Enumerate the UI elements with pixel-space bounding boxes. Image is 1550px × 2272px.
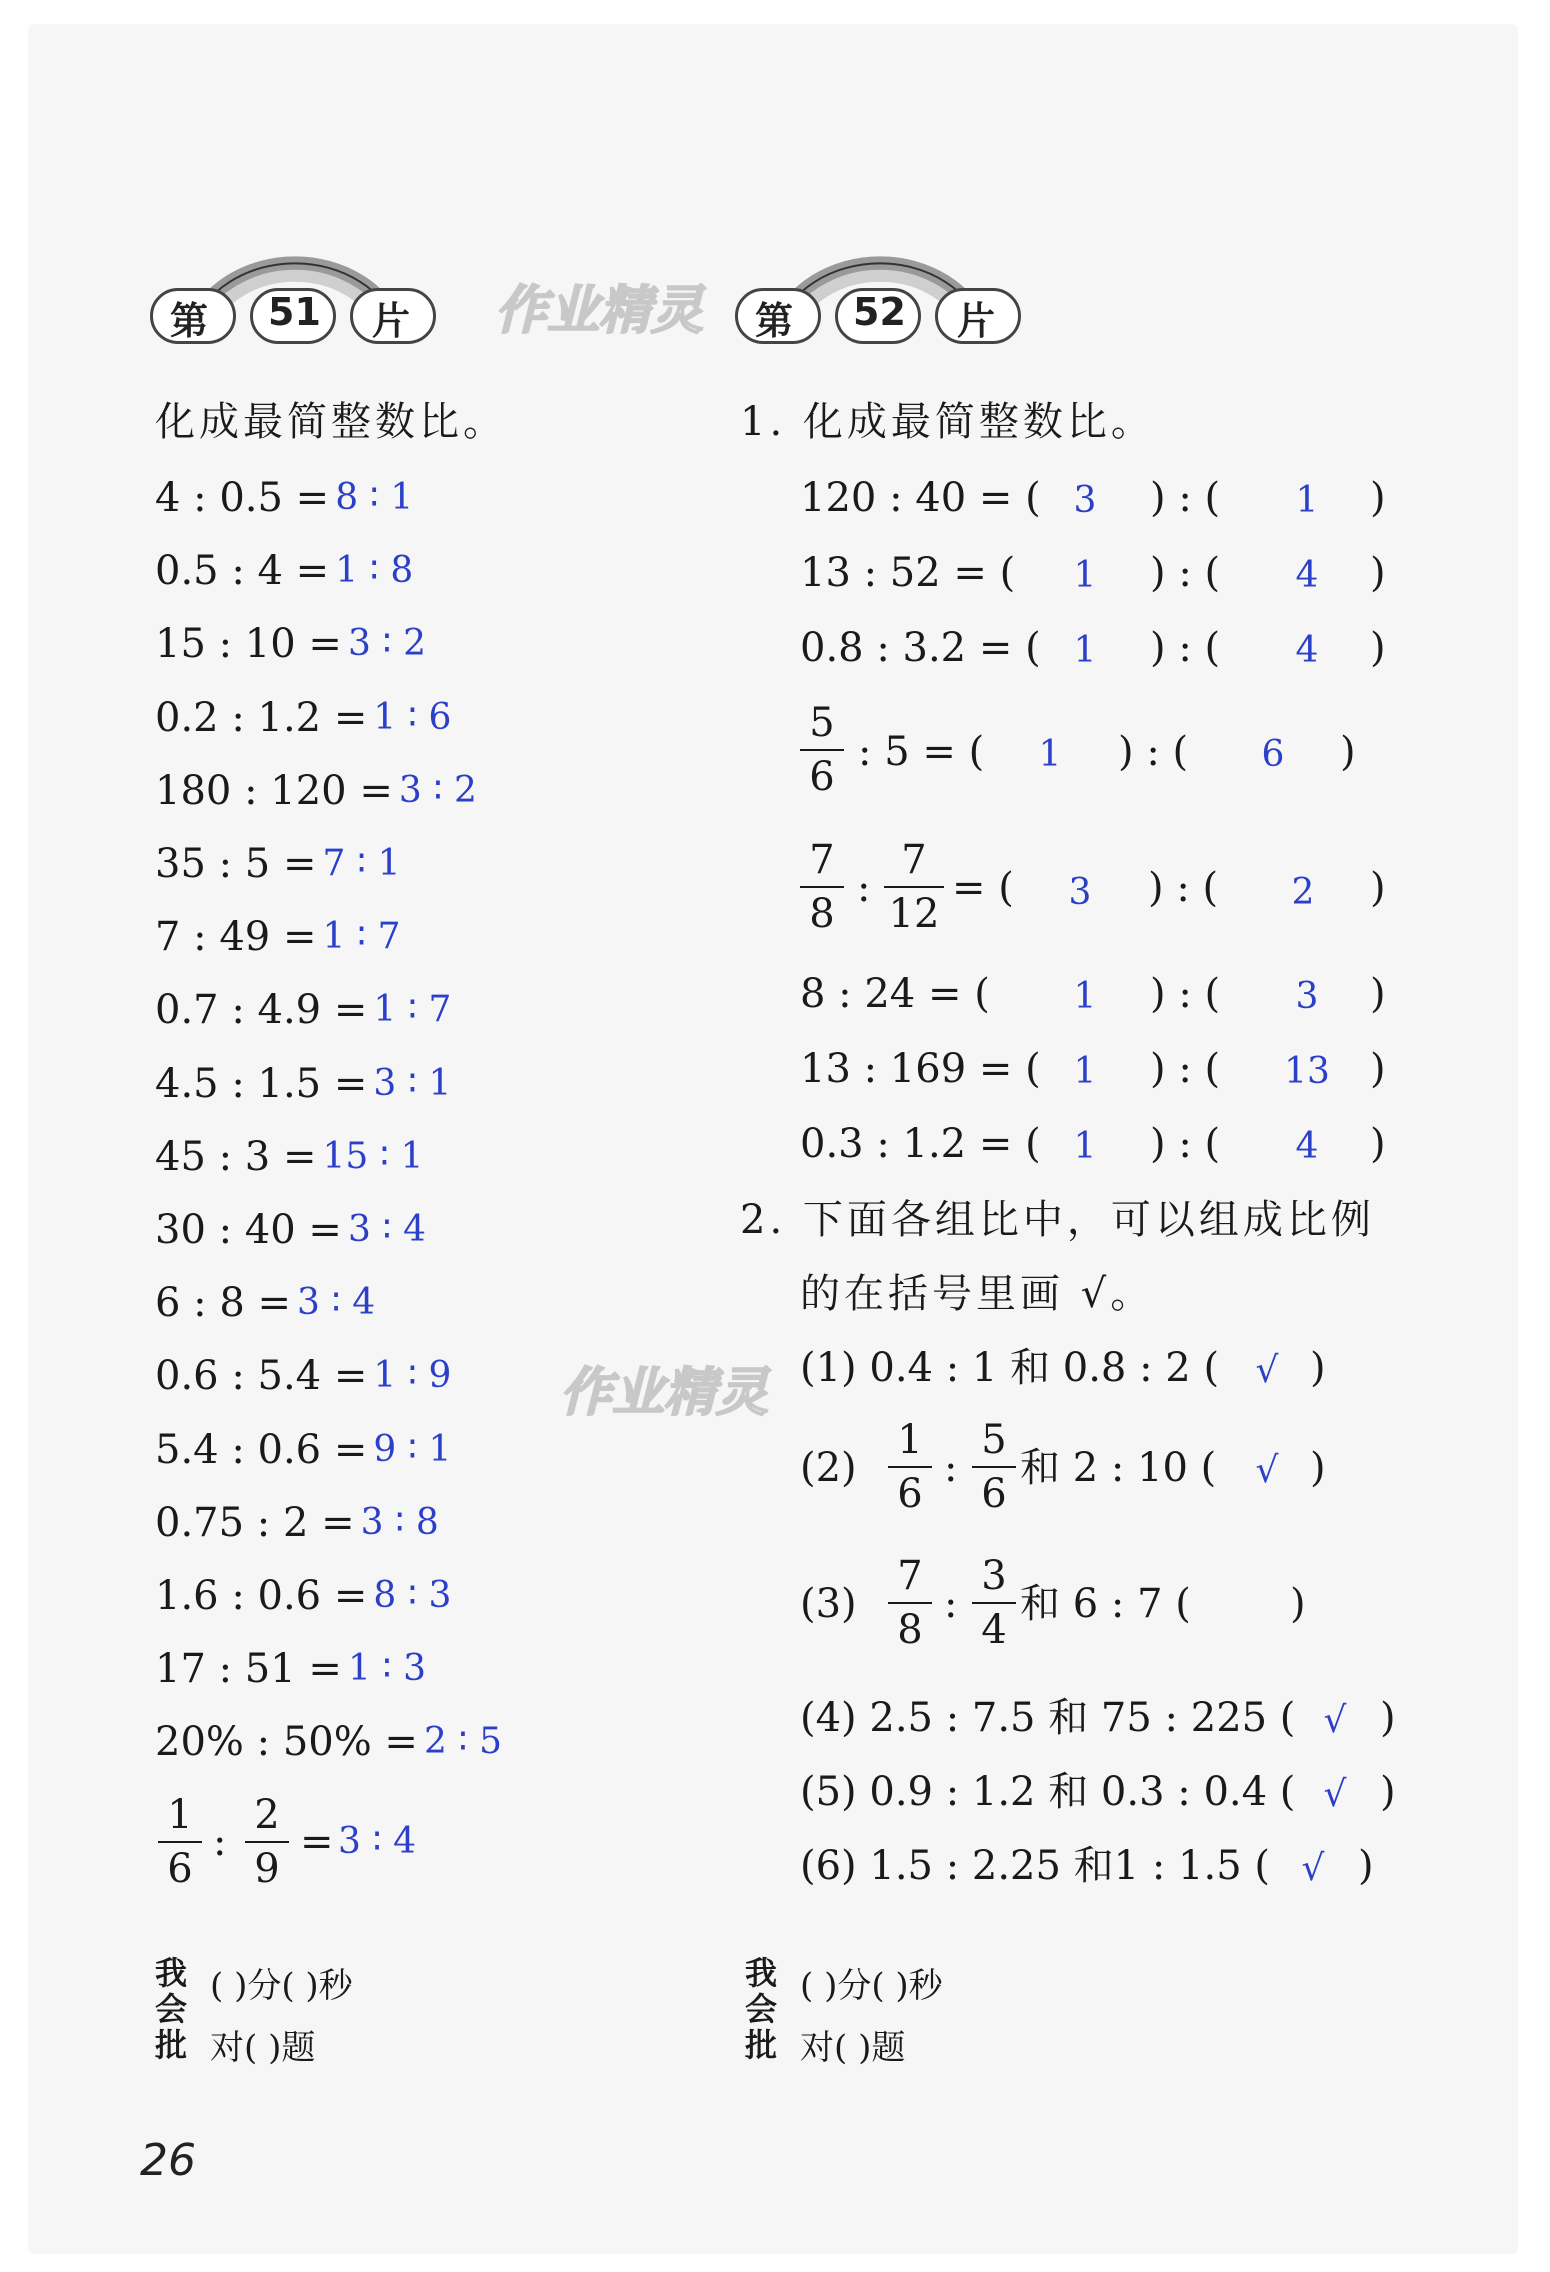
ratio-question: 1.6 : 0.6 = bbox=[155, 1573, 368, 1619]
handwritten-answer: 1 bbox=[1073, 1051, 1097, 1092]
equation-text: ) : ( bbox=[1150, 475, 1221, 521]
fraction: 5 6 bbox=[800, 703, 844, 797]
equation-text: ) : ( bbox=[1118, 729, 1189, 775]
q2-item-text: (6) 1.5 : 2.25 和1 : 1.5 ( bbox=[800, 1843, 1270, 1889]
handwritten-answer: 3 ∶ 1 bbox=[373, 1063, 452, 1104]
equation-text: 120 : 40 = ( bbox=[800, 475, 1041, 521]
equation-text: ) : ( bbox=[1150, 625, 1221, 671]
check-mark: √ bbox=[1323, 1700, 1347, 1741]
handwritten-answer: 2 ∶ 5 bbox=[423, 1721, 503, 1762]
equation-text: ) bbox=[1370, 475, 1386, 521]
watermark: 作业精灵 bbox=[560, 1363, 769, 1423]
review-label: 我 会 批 bbox=[745, 1954, 778, 2064]
handwritten-answer: 8 ∶ 1 bbox=[335, 477, 414, 518]
q2-item-text: ) bbox=[1290, 1581, 1306, 1627]
handwritten-answer: 7 ∶ 1 bbox=[322, 843, 401, 884]
equation-text: ) bbox=[1370, 550, 1386, 596]
ratio-question: 0.5 : 4 = bbox=[155, 548, 330, 594]
time-field: ( )分( )秒 bbox=[210, 1966, 353, 2006]
handwritten-answer: 3 ∶ 8 bbox=[360, 1502, 439, 1543]
handwritten-answer: 1 bbox=[1073, 555, 1097, 596]
equation-text: ) : ( bbox=[1150, 1121, 1221, 1167]
q2-item-label: (3) bbox=[800, 1581, 857, 1627]
equation-text: ) bbox=[1370, 1046, 1386, 1092]
review-label: 我 会 批 bbox=[155, 1954, 188, 2064]
handwritten-answer: 4 bbox=[1295, 555, 1319, 596]
equation-text: = ( bbox=[952, 865, 1014, 911]
badge-label: 第 bbox=[170, 299, 209, 343]
badge-right bbox=[735, 220, 1015, 350]
handwritten-answer: 3 bbox=[1073, 480, 1097, 521]
q2-item-text: (4) 2.5 : 7.5 和 75 : 225 ( bbox=[800, 1695, 1296, 1741]
equation-text: ) bbox=[1370, 625, 1386, 671]
equation-text: ) bbox=[1370, 971, 1386, 1017]
equation-text: ) : ( bbox=[1150, 1046, 1221, 1092]
ratio-sign: : bbox=[944, 1445, 958, 1491]
ratio-question: 35 : 5 = bbox=[155, 841, 317, 887]
time-field: ( )分( )秒 bbox=[800, 1966, 943, 2006]
equation-text: 13 : 169 = ( bbox=[800, 1046, 1041, 1092]
handwritten-answer: 3 bbox=[1295, 976, 1319, 1017]
ratio-question: 4 : 0.5 = bbox=[155, 475, 330, 521]
equation-text: 0.3 : 1.2 = ( bbox=[800, 1121, 1041, 1167]
fraction: 5 6 bbox=[972, 1420, 1016, 1514]
equation-text: ) : ( bbox=[1150, 971, 1221, 1017]
ratio-question: 45 : 3 = bbox=[155, 1134, 317, 1180]
handwritten-answer: 1 bbox=[1073, 976, 1097, 1017]
equation-text: ) bbox=[1370, 1121, 1386, 1167]
q2-item-label: (2) bbox=[800, 1445, 857, 1491]
ratio-sign: : bbox=[857, 865, 871, 911]
equation-text: : 5 = ( bbox=[858, 729, 985, 775]
handwritten-answer: 3 bbox=[1068, 872, 1092, 913]
ratio-question: 180 : 120 = bbox=[155, 768, 393, 814]
q2-item-text: (5) 0.9 : 1.2 和 0.3 : 0.4 ( bbox=[800, 1769, 1296, 1815]
ratio-question: 20% : 50% = bbox=[155, 1719, 418, 1765]
ratio-question: 6 : 8 = bbox=[155, 1280, 292, 1326]
handwritten-answer: 3 ∶ 2 bbox=[398, 770, 477, 811]
handwritten-answer: 4 bbox=[1295, 630, 1319, 671]
q2-item-text: ) bbox=[1380, 1769, 1396, 1815]
equation-text: ) : ( bbox=[1150, 550, 1221, 596]
ratio-question: 17 : 51 = bbox=[155, 1646, 342, 1692]
handwritten-answer: 15 ∶ 1 bbox=[322, 1136, 424, 1177]
q2-item-text: 和 2 : 10 ( bbox=[1020, 1445, 1217, 1491]
q2-item-text: 和 6 : 7 ( bbox=[1020, 1581, 1191, 1627]
equation-text: ) bbox=[1370, 865, 1386, 911]
handwritten-answer: 3 ∶ 4 bbox=[347, 1209, 427, 1250]
q2-item-text: ) bbox=[1310, 1445, 1326, 1491]
check-mark: √ bbox=[1323, 1774, 1347, 1815]
handwritten-answer: 3 ∶ 2 bbox=[347, 623, 427, 664]
ratio-sign: : bbox=[944, 1581, 958, 1627]
badge-label: 第 bbox=[755, 299, 794, 343]
q2-item-text: (1) 0.4 : 1 和 0.8 : 2 ( bbox=[800, 1345, 1220, 1391]
score-field: 对( )题 bbox=[210, 2028, 316, 2068]
badge-label: 片 bbox=[957, 299, 996, 343]
equation-text: 13 : 52 = ( bbox=[800, 550, 1016, 596]
handwritten-answer: 8 ∶ 3 bbox=[373, 1575, 452, 1616]
score-field: 对( )题 bbox=[800, 2028, 906, 2068]
fraction: 1 6 bbox=[158, 1795, 202, 1889]
handwritten-answer: 3 ∶ 4 bbox=[297, 1282, 376, 1323]
q1-title: 1. 化成最简整数比。 bbox=[740, 399, 1155, 445]
fraction: 2 9 bbox=[245, 1795, 289, 1889]
ratio-question: 0.2 : 1.2 = bbox=[155, 695, 368, 741]
handwritten-answer: 3 ∶ 4 bbox=[338, 1821, 417, 1862]
handwritten-answer: 9 ∶ 1 bbox=[373, 1429, 452, 1470]
ratio-question: 15 : 10 = bbox=[155, 621, 342, 667]
handwritten-answer: 1 ∶ 7 bbox=[322, 916, 401, 957]
fraction: 7 8 bbox=[888, 1556, 932, 1650]
equation-text: 0.8 : 3.2 = ( bbox=[800, 625, 1041, 671]
q2-item-text: ) bbox=[1310, 1345, 1326, 1391]
equation-text: 8 : 24 = ( bbox=[800, 971, 990, 1017]
left-title: 化成最简整数比。 bbox=[155, 399, 507, 445]
q2-item-text: ) bbox=[1380, 1695, 1396, 1741]
ratio-question: 30 : 40 = bbox=[155, 1207, 342, 1253]
q2-item-text: ) bbox=[1358, 1843, 1374, 1889]
ratio-question: 7 : 49 = bbox=[155, 914, 317, 960]
handwritten-answer: 2 bbox=[1291, 872, 1315, 913]
badge-number: 52 bbox=[853, 290, 906, 334]
handwritten-answer: 6 bbox=[1261, 734, 1285, 775]
check-mark: √ bbox=[1255, 1450, 1279, 1491]
handwritten-answer: 1 bbox=[1073, 1126, 1097, 1167]
handwritten-answer: 1 ∶ 8 bbox=[335, 550, 414, 591]
handwritten-answer: 1 ∶ 9 bbox=[373, 1355, 452, 1396]
fraction: 3 4 bbox=[972, 1556, 1016, 1650]
fraction: 7 8 bbox=[800, 840, 844, 934]
badge-number: 51 bbox=[268, 290, 321, 334]
ratio-question: 0.75 : 2 = bbox=[155, 1500, 355, 1546]
handwritten-answer: 1 bbox=[1073, 630, 1097, 671]
check-mark: √ bbox=[1301, 1848, 1325, 1889]
handwritten-answer: 1 bbox=[1295, 480, 1319, 521]
q2-title: 2. 下面各组比中，可以组成比例 bbox=[740, 1197, 1375, 1243]
fraction: 7 12 bbox=[884, 840, 944, 934]
equals-sign: = bbox=[300, 1819, 334, 1865]
handwritten-answer: 4 bbox=[1295, 1126, 1319, 1167]
badge-label: 片 bbox=[372, 299, 411, 343]
equation-text: ) bbox=[1340, 729, 1356, 775]
equation-text: ) : ( bbox=[1148, 865, 1219, 911]
check-mark: √ bbox=[1255, 1350, 1279, 1391]
handwritten-answer: 1 ∶ 6 bbox=[373, 697, 452, 738]
q2-title-line2: 的在括号里画 √。 bbox=[800, 1271, 1155, 1317]
watermark: 作业精灵 bbox=[495, 281, 704, 341]
fraction: 1 6 bbox=[888, 1420, 932, 1514]
badge-left bbox=[150, 220, 430, 350]
ratio-question: 0.7 : 4.9 = bbox=[155, 987, 368, 1033]
handwritten-answer: 1 ∶ 7 bbox=[373, 989, 452, 1030]
ratio-question: 4.5 : 1.5 = bbox=[155, 1061, 368, 1107]
handwritten-answer: 13 bbox=[1284, 1051, 1330, 1092]
handwritten-answer: 1 ∶ 3 bbox=[347, 1648, 427, 1689]
ratio-question: 0.6 : 5.4 = bbox=[155, 1353, 368, 1399]
handwritten-answer: 1 bbox=[1038, 734, 1062, 775]
ratio-sign: : bbox=[213, 1819, 227, 1865]
ratio-question: 5.4 : 0.6 = bbox=[155, 1427, 368, 1473]
page-number: 26 bbox=[140, 2135, 196, 2186]
